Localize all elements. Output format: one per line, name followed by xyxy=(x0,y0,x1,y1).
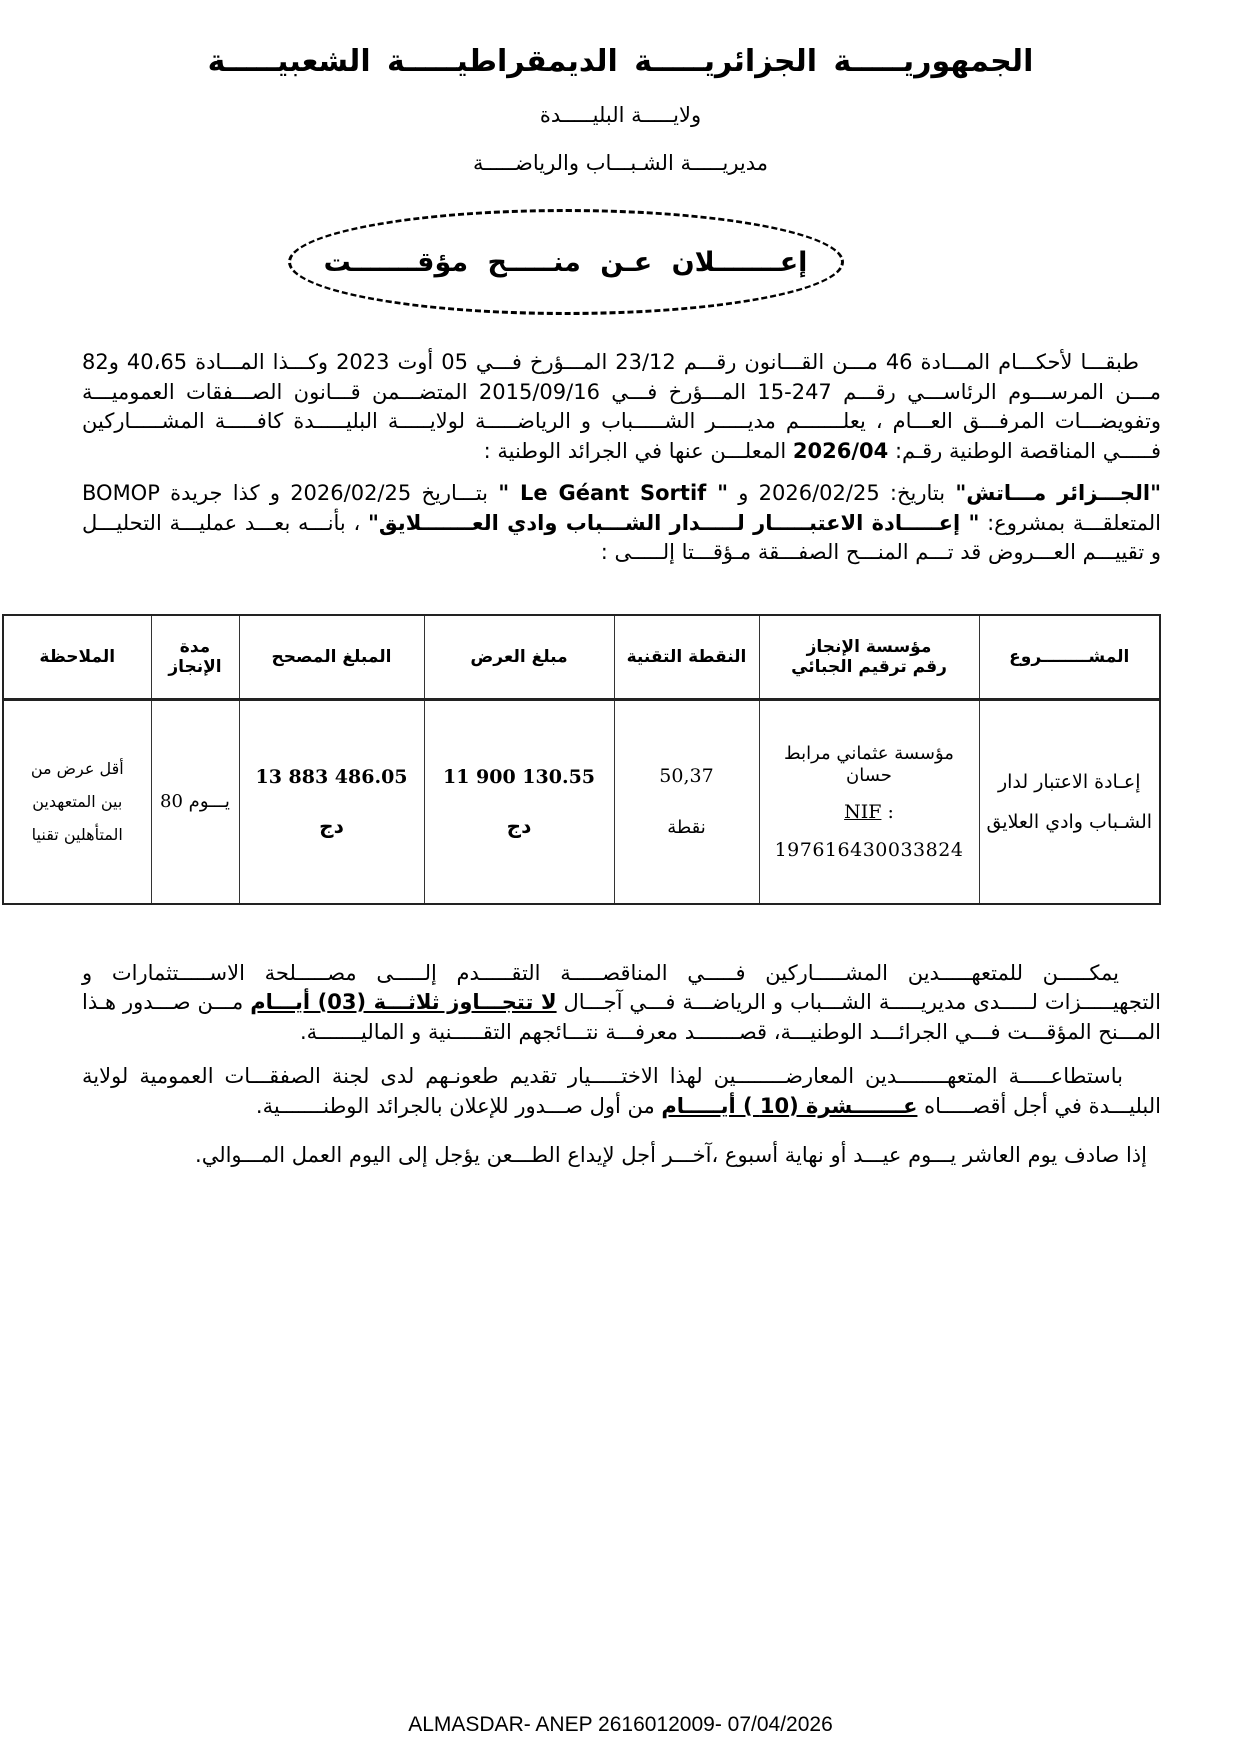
offer-amount-currency: دج xyxy=(506,813,532,838)
corrected-amount-currency: دج xyxy=(319,813,344,838)
text-segment: من أول صـــدور للإعلان بالجرائد الوطنـــــــية. xyxy=(255,1093,662,1118)
paragraph-appeal xyxy=(82,1062,1161,1121)
announcement-title: إعـــــــلان عـن منـــــح مؤقـــــــت xyxy=(323,246,808,278)
cell-duration xyxy=(151,699,239,904)
nif-colon: : xyxy=(881,800,894,823)
corrected-amount-value: 13 883 486.05 xyxy=(255,765,408,788)
col-header-corrected: المبلغ المصحح xyxy=(239,615,424,700)
col-header-duration-line2: الإنجاز xyxy=(168,656,222,677)
text-segment: يمكـــــن للمتعهـــــدين المشـــــاركين فـــــي المناقصـــــة التقـــــدم إلـــــى مصـــــلحة الاســـــتثمارات و التجهيـــــزات لـــــدى مديريـــــة الشـــباب و الرياضـــة فـــي آجـــال xyxy=(82,960,1161,1014)
col-header-tech-score: النقطة التقنية xyxy=(614,615,759,700)
cell-offer-amount xyxy=(424,699,614,904)
cell-company xyxy=(759,699,979,904)
remark-line3: المتأهلين تقنيا xyxy=(31,825,123,844)
cell-project xyxy=(979,699,1160,904)
text-segment: المعلـــن عنها في الجرائد الوطنية : xyxy=(483,438,793,463)
duration-value: 80 يـــوم xyxy=(160,791,230,812)
text-segment: بتاريخ: 2026/02/25 و xyxy=(728,481,956,505)
remark-line1: أقل عرض من xyxy=(30,759,124,778)
remark-line2: بين المتعهدين xyxy=(32,792,123,811)
award-table xyxy=(2,614,1161,905)
col-header-duration-line1: مدة xyxy=(179,636,211,657)
text-segment: " Le Géant Sortif " xyxy=(498,481,729,505)
company-name: مؤسسة عثماني مرابط حسان xyxy=(784,742,954,786)
project-line1: إعـادة الاعتبار لدار xyxy=(997,770,1141,793)
table-header-row xyxy=(3,615,1160,700)
text-segment: مـــن صـــدور هـذا المـــنح المؤقـــت فـــي الجرائـــد الوطنيـــة، قصـــــــد معرفـــة نتـــائجهم التقـــــنية و الماليـــــــة. xyxy=(82,990,1161,1044)
project-line2: الشـباب وادي العلايق xyxy=(986,810,1153,833)
paragraph-deadline-postponement xyxy=(82,1141,1161,1171)
table-row xyxy=(3,699,1160,904)
paragraph-publication xyxy=(82,479,1161,568)
offer-amount-value: 11 900 130.55 xyxy=(442,765,596,788)
cell-remark xyxy=(3,699,151,904)
announcement-oval-frame xyxy=(288,209,844,315)
col-header-offer: مبلغ العرض xyxy=(424,615,614,700)
text-segment: ، بأنـــه بعـــد عمليـــة التحليـــل و تقييـــم العـــروض قد تـــم المنـــح الصفـــقة مـؤقـــتا إلـــــى : xyxy=(82,510,1161,564)
republic-title: الجمهوريـــــة الجزائريـــــة الديمقراطيـــــة الشعبيـــــة xyxy=(207,44,1034,79)
col-header-company-line1: مؤسسة الإنجاز xyxy=(806,636,932,657)
text-segment: باستطاعـــــة المتعهــــــــدين المعارضــــــــين لهذا الاختـــــيار تقديم طعونـهم لدى لجنة الصفقـــات العمومية لولاية البليـــدة في أجل أقصـــــاه xyxy=(82,1064,1161,1118)
col-header-company-line2: رقم ترقيم الجبائي xyxy=(791,656,947,677)
tech-score-value: 50,37 xyxy=(659,765,714,787)
document-body xyxy=(0,348,1241,1171)
text-segment: " إعـــــادة الاعتبـــــار لـــــدار الشـــباب وادي العـــــــلايق" xyxy=(367,510,980,535)
col-header-remark: الملاحظة xyxy=(3,615,151,700)
text-segment: 2026/04 xyxy=(792,438,889,463)
col-header-project: المشــــــــروع xyxy=(979,615,1160,700)
nif-word: NIF xyxy=(844,800,882,823)
text-segment: "الجـــزائر مـــاتش" xyxy=(955,481,1162,505)
cell-tech-score xyxy=(614,699,759,904)
document-header xyxy=(0,0,1241,175)
text-segment: إذا صادف يوم العاشر يـــوم عيـــد أو نهاية أسبوع ،آخـــر أجل لإيداع الطـــعن يؤجل إلى اليوم العمل المـــوالي. xyxy=(195,1143,1147,1167)
tech-score-unit: نقطة xyxy=(667,817,706,838)
paragraph-legal-basis xyxy=(82,348,1161,466)
paragraph-results-inquiry xyxy=(82,959,1161,1048)
directorate-line: مديريـــــة الشـبـــاب والرياضـــــة xyxy=(472,151,769,175)
text-segment: بتـــاريخ 2026/02/25 و كذا جريدة BOMOP المتعلقـــة بمشروع: xyxy=(82,481,1161,535)
text-segment: عـــــــشرة (10 ) أيـــــام xyxy=(661,1093,918,1118)
anep-footer: ALMASDAR- ANEP 2616012009- 07/04/2026 xyxy=(408,1713,833,1736)
text-segment: طبقـــا لأحكـــام المـــادة 46 مـــن القـــانون رقـــم 23/12 المـــؤرخ فـــي 05 أوت 2023 وكـــذا المـــادة 40‎،‎65 و82 مـــن المرســـوم الرئاســـي رقـــم 247-15 المـــؤرخ فـــي 2015/09/16 المتضـــمن قـــانون الصـــفقات العموميـــة وتفويضـــات المرفـــق العـــام ، يعلـــــــم مديـــــر الشـــــباب و الرياضـــــة لولايـــــة البليـــــدة كافـــــة المشـــــاركين فـــــي المناقصة الوطنية رقـم: xyxy=(82,350,1161,463)
col-header-duration xyxy=(151,615,239,700)
nif-value: 197616430033824 xyxy=(774,838,964,861)
cell-corrected-amount xyxy=(239,699,424,904)
col-header-company xyxy=(759,615,979,700)
wilaya-line: ولايـــــة البليـــــدة xyxy=(539,103,702,127)
text-segment: لا تتجـــاوز ثلاثـــة (03) أيـــام xyxy=(250,990,557,1014)
nif-label xyxy=(762,801,977,823)
